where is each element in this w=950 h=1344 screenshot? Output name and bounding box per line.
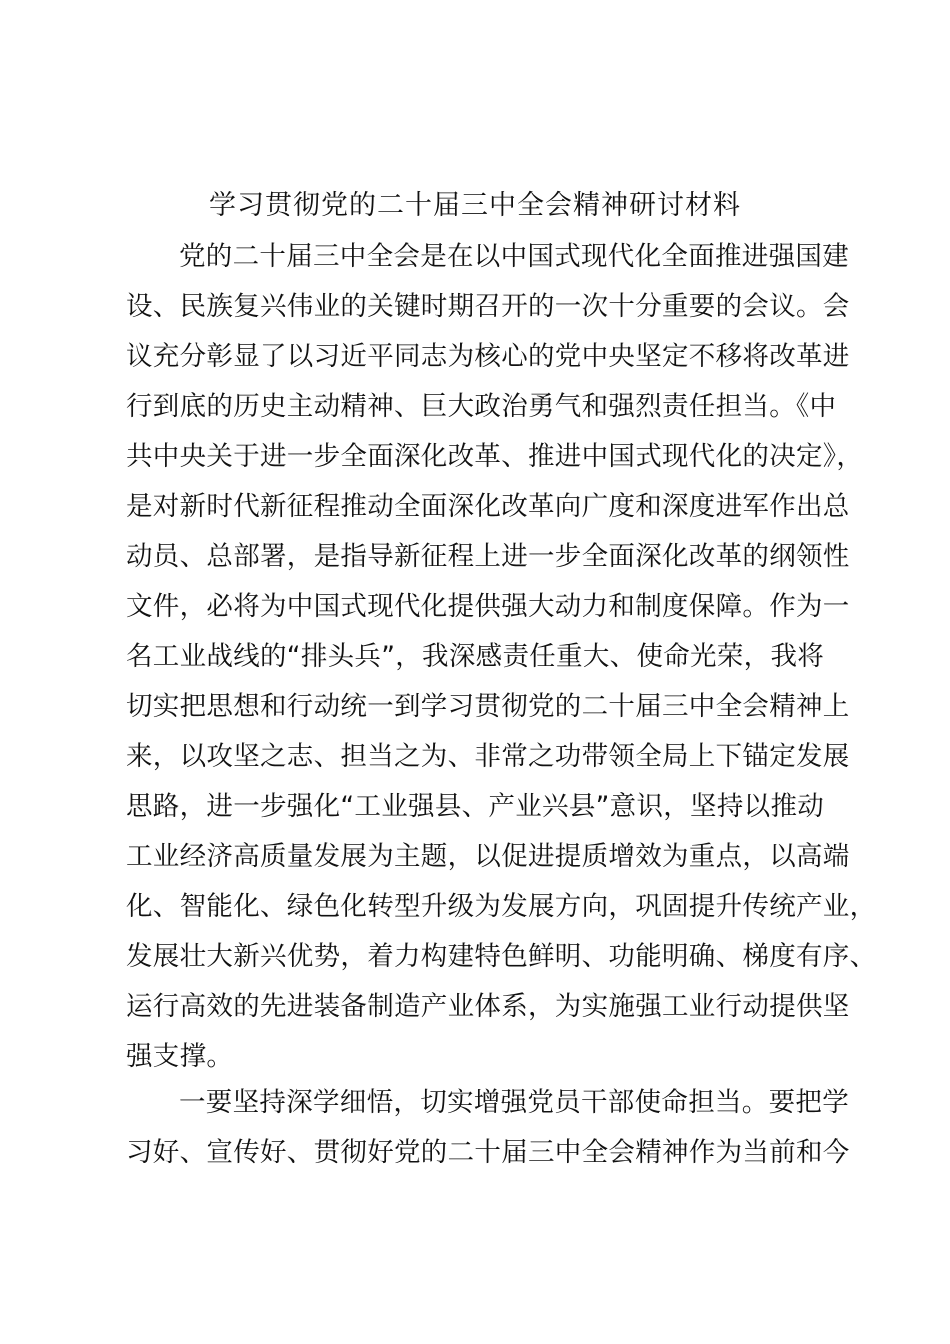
paragraph-1 — [126, 232, 877, 1082]
paragraph-line: 一要坚持深学细悟，切实增强党员干部使命担当。要把学 — [179, 1087, 849, 1118]
paragraph-line: 文件，必将为中国式现代化提供强大动力和制度保障。作为一 — [126, 591, 850, 622]
paragraph-line: 共中央关于进一步全面深化改革、推进中国式现代化的决定》， — [126, 441, 864, 472]
paragraph-line: 党的二十届三中全会是在以中国式现代化全面推进强国建 — [179, 241, 849, 272]
paragraph-line: 工业经济高质量发展为主题，以促进提质增效为重点，以高端 — [126, 841, 850, 872]
paragraph-line: 习好、宣传好、贯彻好党的二十届三中全会精神作为当前和今 — [126, 1137, 850, 1168]
paragraph-line: 思路，进一步强化“工业强县、产业兴县”意识，坚持以推动 — [126, 791, 825, 822]
paragraph-2 — [126, 1078, 850, 1178]
paragraph-line: 设、民族复兴伟业的关键时期召开的一次十分重要的会议。会 — [126, 291, 850, 322]
paragraph-line: 是对新时代新征程推动全面深化改革向广度和深度进军作出总 — [126, 491, 850, 522]
paragraph-line: 切实把思想和行动统一到学习贯彻党的二十届三中全会精神上 — [126, 691, 850, 722]
paragraph-line: 运行高效的先进装备制造产业体系，为实施强工业行动提供坚 — [126, 991, 850, 1022]
paragraph-line: 议充分彰显了以习近平同志为核心的党中央坚定不移将改革进 — [126, 341, 850, 372]
paragraph-line: 动员、总部署，是指导新征程上进一步全面深化改革的纲领性 — [126, 541, 850, 572]
paragraph-line: 行到底的历史主动精神、巨大政治勇气和强烈责任担当。《中 — [126, 391, 837, 422]
document-title: 学习贯彻党的二十届三中全会精神研讨材料 — [209, 190, 741, 221]
paragraph-line: 发展壮大新兴优势，着力构建特色鲜明、功能明确、梯度有序、 — [126, 941, 877, 972]
paragraph-line: 化、智能化、绿色化转型升级为发展方向，巩固提升传统产业， — [126, 891, 877, 922]
paragraph-line: 名工业战线的“排头兵”，我深感责任重大、使命光荣，我将 — [126, 641, 825, 672]
paragraph-line: 强支撑。 — [126, 1041, 234, 1072]
paragraph-line: 来，以攻坚之志、担当之为、非常之功带领全局上下锚定发展 — [126, 741, 850, 772]
